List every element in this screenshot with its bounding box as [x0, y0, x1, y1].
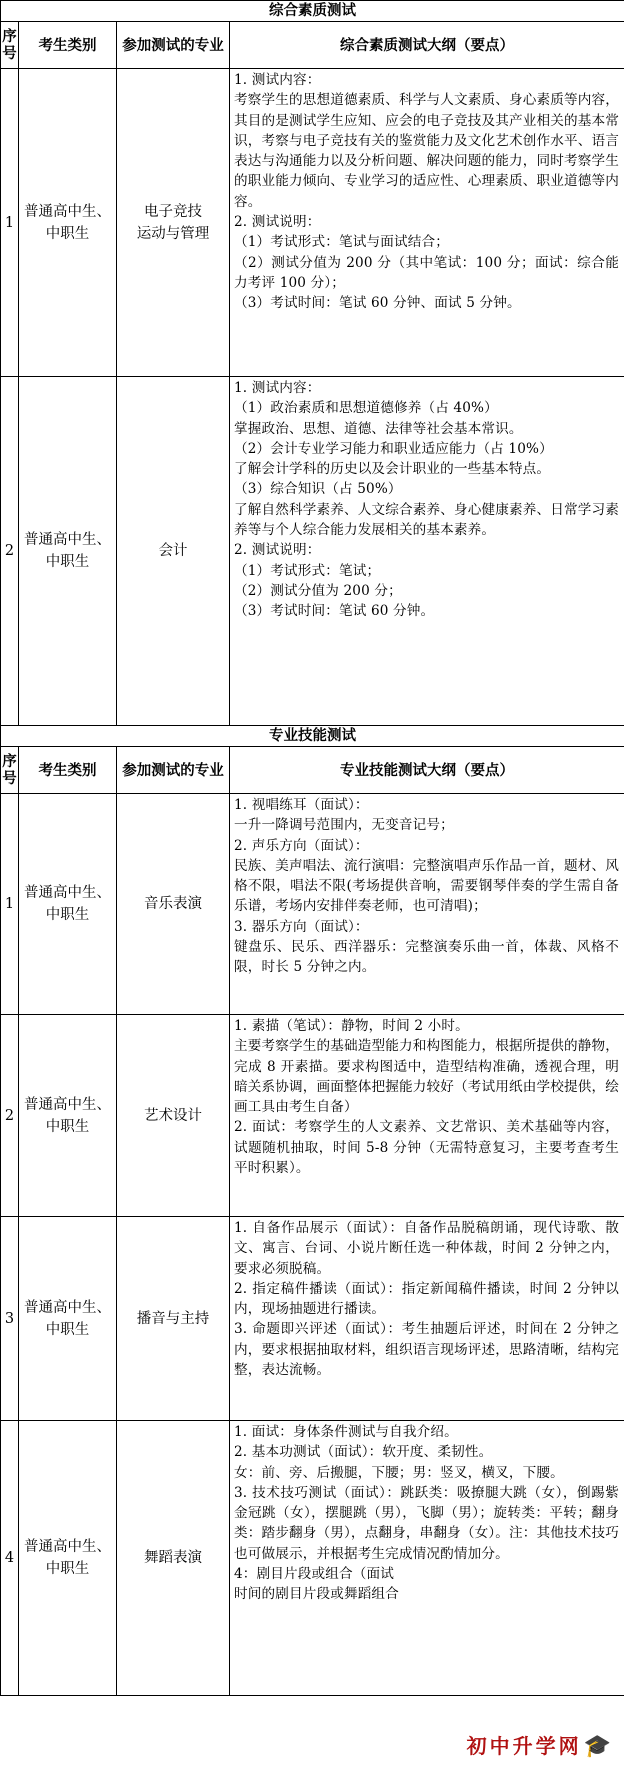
header-outline: 专业技能测试大纲（要点） — [230, 747, 624, 794]
outline-line: （3）综合知识（占 50%） — [234, 481, 402, 498]
header-major: 参加测试的专业 — [117, 747, 230, 794]
section1-title: 综合素质测试 — [1, 1, 624, 22]
outline-line: 3. 技术技巧测试（面试）：跳跃类：吸撩腿大跳（女），倒踢紫金冠跳（女），摆腿跳（男），飞脚（男）；旋转类：平转；翻身类：踏步翻身（男），点翻身，串翻身（女）。注：其他技术技巧也可做展示，并根据考生完成情况酌情加分。 — [234, 1484, 619, 1562]
outline-line: 1. 素描（笔试）：静物，时间 2 小时。 — [234, 1018, 469, 1034]
row-major: 音乐表演 — [117, 794, 230, 1015]
outline-line: 键盘乐、民乐、西洋器乐：完整演奏乐曲一首，体裁、风格不限，时长 5 分钟之内。 — [234, 939, 619, 976]
graduation-cap-icon: 🎓 — [583, 1734, 614, 1759]
row-num: 2 — [1, 1015, 19, 1217]
row-major: 艺术设计 — [117, 1015, 230, 1217]
outline-line: 1. 测试内容： — [234, 72, 321, 88]
section2-title: 专业技能测试 — [1, 726, 624, 747]
table-row — [1, 1217, 624, 1421]
outline-line: 一升一降调号范围内，无变音记号； — [234, 817, 454, 834]
outline-line: 1. 自备作品展示（面试）：自备作品脱稿朗诵，现代诗歌、散文、寓言、台词、小说片断任选一种体裁，时间 2 分钟之内，要求必须脱稿。 — [234, 1220, 619, 1277]
row-outline — [230, 1217, 624, 1421]
row-num: 1 — [1, 794, 19, 1015]
row-major: 舞蹈表演 — [117, 1421, 230, 1696]
outline-line: （1）政治素质和思想道德修养（占 40%） — [234, 400, 498, 417]
header-major: 参加测试的专业 — [117, 22, 230, 69]
outline-line: 4：剧目片段或组合（面试 — [234, 1566, 394, 1583]
outline-line: 2. 指定稿件播读（面试）：指定新闻稿件播读，时间 2 分钟以内，现场抽题进行播读。 — [234, 1280, 619, 1318]
header-num: 序号 — [1, 747, 19, 794]
table-row — [1, 794, 624, 1015]
row-outline — [230, 1421, 624, 1696]
outline-line: 女：前、旁、后搬腿，下腰；男：竖叉，横叉，下腰。 — [234, 1464, 564, 1481]
site-watermark — [461, 1728, 618, 1761]
outline-line: 时间的剧目片段或舞蹈组合 — [234, 1586, 399, 1603]
outline-line: 2. 测试说明： — [234, 214, 321, 231]
row-category: 普通高中生、 中职生 — [19, 377, 117, 726]
outline-line: 掌握政治、思想、道德、法律等社会基本常识。 — [234, 420, 523, 437]
outline-line: 1. 视唱练耳（面试）： — [234, 797, 369, 813]
section1-header-row — [1, 22, 624, 69]
outline-line: （3）考试时间：笔试 60 分钟、面试 5 分钟。 — [234, 295, 521, 312]
row-outline — [230, 377, 624, 726]
row-num: 1 — [1, 69, 19, 377]
section1-title-row — [1, 1, 624, 22]
header-num: 序号 — [1, 22, 19, 69]
header-outline: 综合素质测试大纲（要点） — [230, 22, 624, 69]
outline-line: （1）考试形式：笔试与面试结合； — [234, 234, 449, 251]
row-num: 4 — [1, 1421, 19, 1696]
outline-line: 2. 面试：考察学生的人文素养、文艺常识、美术基础等内容，试题随机抽取，时间 5-8 分钟（无需特意复习，主要考查考生平时积累）。 — [234, 1119, 619, 1177]
section2-header-row — [1, 747, 624, 794]
row-num: 3 — [1, 1217, 19, 1421]
row-major: 会计 — [117, 377, 230, 726]
outline-line: 民族、美声唱法、流行演唱：完整演唱声乐作品一首，题材、风格不限，唱法不限(考场提供音响，需要钢琴伴奏的学生需自备乐谱，考场内安排伴奏老师，也可清唱)； — [234, 857, 619, 915]
table-row — [1, 377, 624, 726]
outline-line: 1. 测试内容： — [234, 380, 321, 396]
header-category: 考生类别 — [19, 747, 117, 794]
outline-line: 主要考察学生的基础造型能力和构图能力，根据所提供的静物，完成 8 开素描。要求构图适中，造型结构准确，透视合理，明暗关系协调，画面整体把握能力较好（考试用纸由学校提供，绘画工具由考生自备） — [234, 1038, 619, 1116]
table-row — [1, 1015, 624, 1217]
watermark-text: 初中升学网 — [466, 1734, 582, 1758]
outline-line: （1）考试形式：笔试； — [234, 562, 381, 579]
row-category: 普通高中生、 中职生 — [19, 1421, 117, 1696]
outline-line: （3）考试时间：笔试 60 分钟。 — [234, 603, 435, 620]
outline-line: 1. 面试：身体条件测试与自我介绍。 — [234, 1424, 458, 1440]
row-outline — [230, 794, 624, 1015]
outline-line: 2. 测试说明： — [234, 542, 321, 559]
outline-line: 考察学生的思想道德素质、科学与人文素质、身心素质等内容，其目的是测试学生应知、应会的电子竞技及其产业相关的基本常识，考察与电子竞技有关的鉴赏能力及文化艺术创作水平、语言表达与沟通能力以及分析问题、解决问题的能力，同时考察学生的职业能力倾向、专业学习的适应性、心理素质、职业道德等内容。 — [234, 92, 619, 210]
outline-line: 3. 器乐方向（面试）： — [234, 918, 369, 935]
outline-line: 了解会计学科的历史以及会计职业的一些基本特点。 — [234, 461, 551, 478]
row-major: 播音与主持 — [117, 1217, 230, 1421]
row-category: 普通高中生、 中职生 — [19, 794, 117, 1015]
section2-title-row — [1, 726, 624, 747]
row-outline — [230, 69, 624, 377]
row-major: 电子竞技 运动与管理 — [117, 69, 230, 377]
outline-line: 了解自然科学素养、人文综合素养、身心健康素养、日常学习素养等与个人综合能力发展相关的基本素养。 — [234, 501, 619, 539]
outline-line: （2）测试分值为 200 分； — [234, 582, 402, 599]
outline-line: （2）会计专业学习能力和职业适应能力（占 10%） — [234, 440, 553, 457]
row-category: 普通高中生、 中职生 — [19, 1015, 117, 1217]
row-category: 普通高中生、 中职生 — [19, 1217, 117, 1421]
row-outline — [230, 1015, 624, 1217]
outline-line: 2. 基本功测试（面试）：软开度、柔韧性。 — [234, 1444, 493, 1461]
outline-line: 3. 命题即兴评述（面试）：考生抽题后评述，时间在 2 分钟之内，要求根据抽取材料，组织语言现场评述，思路清晰，结构完整，表达流畅。 — [234, 1321, 619, 1379]
outline-line: 2. 声乐方向（面试）： — [234, 837, 369, 854]
row-category: 普通高中生、 中职生 — [19, 69, 117, 377]
row-num: 2 — [1, 377, 19, 726]
header-category: 考生类别 — [19, 22, 117, 69]
table-row — [1, 1421, 624, 1696]
outline-line: （2）测试分值为 200 分（其中笔试：100 分；面试：综合能力考评 100 分）； — [234, 254, 619, 291]
table-row — [1, 69, 624, 377]
